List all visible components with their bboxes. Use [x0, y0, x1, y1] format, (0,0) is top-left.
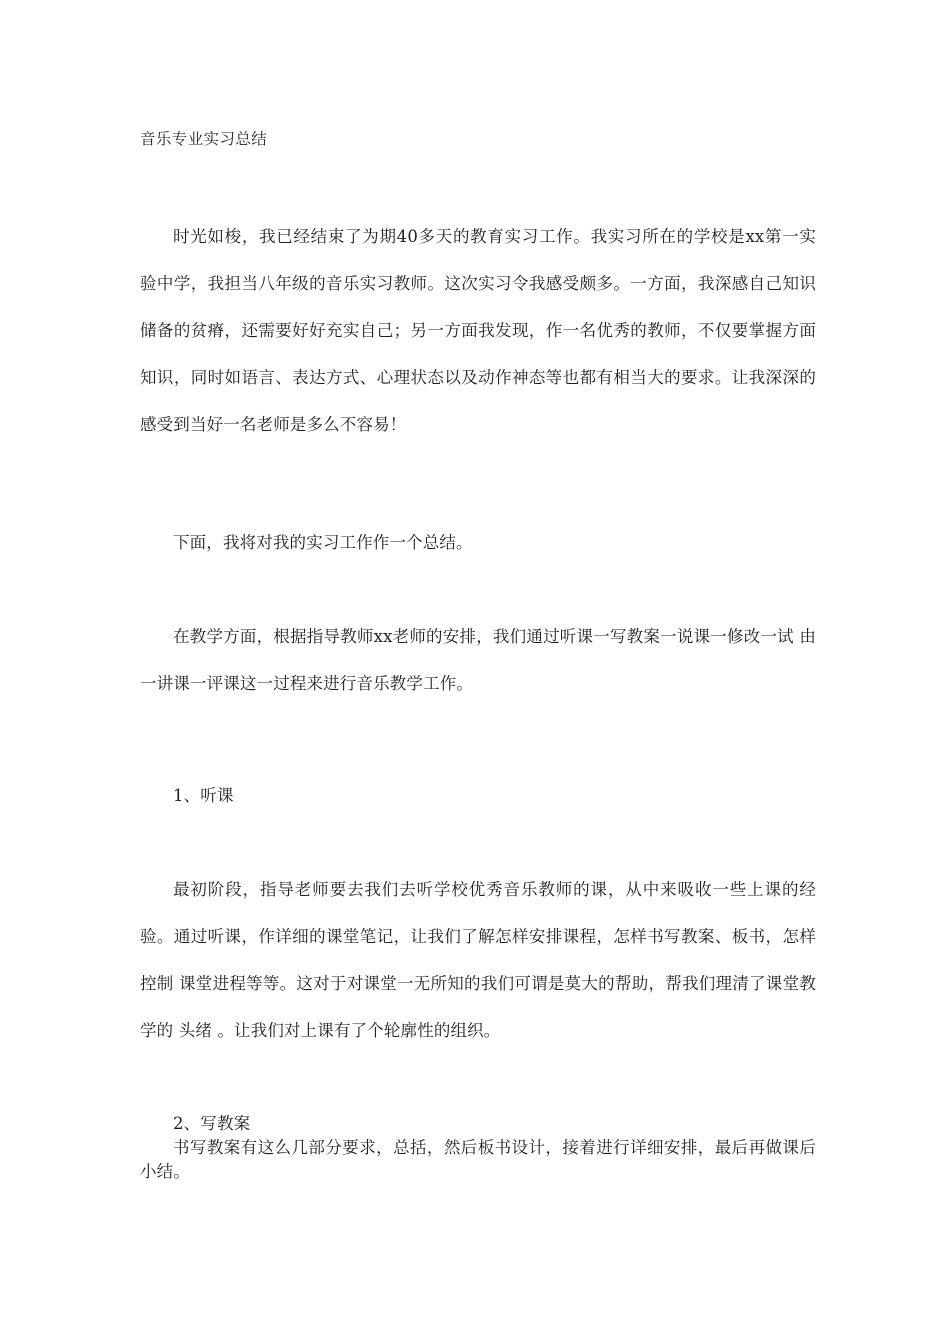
- paragraph-teaching-process: 在教学方面，根据指导教师xx老师的安排，我们通过听课一写教案一说课一修改一试 由一讲课一评课这一过程来进行音乐教学工作。: [140, 627, 816, 693]
- section-heading-2: 2、写教案: [173, 1114, 251, 1133]
- paragraph-intro: 时光如梭，我已经结束了为期40多天的教育实习工作。我实习所在的学校是xx第一实 验中学，我担当八年级的音乐实习教师。这次实习令我感受颇多。一方面，我深感自己知识 储备的贫瘠，还需要好好充实自己；另一方面我发现，作一名优秀的教师，不仅要掌握方面 知识，同时如语言、表达方式、心理状态以及动作神态等也都有相当大的要求。让我深深的 感受到当好一名老师是多么不容易！: [140, 227, 816, 434]
- section-heading-1: 1、听课: [173, 786, 234, 805]
- paragraph-listening: 最初阶段，指导老师要去我们去听学校优秀音乐教师的课，从中来吸收一些上课的经验。通过听课，作详细的课堂笔记，让我们了解怎样安排课程，怎样书写教案、板书，怎样控制 课堂进程等等。这对于对课堂一无所知的我们可谓是莫大的帮助，帮我们理清了课堂教学的 头绪 。让我们对上课有了个轮廓性的组织。: [140, 880, 816, 1040]
- paragraph-transition: 下面，我将对我的实习工作作一个总结。: [173, 533, 473, 552]
- page-title: 音乐专业实习总结: [140, 130, 268, 148]
- paragraph-lesson-plan: 书写教案有这么几部分要求，总括，然后板书设计，接着进行详细安排，最后再做课后 小结。: [140, 1138, 816, 1181]
